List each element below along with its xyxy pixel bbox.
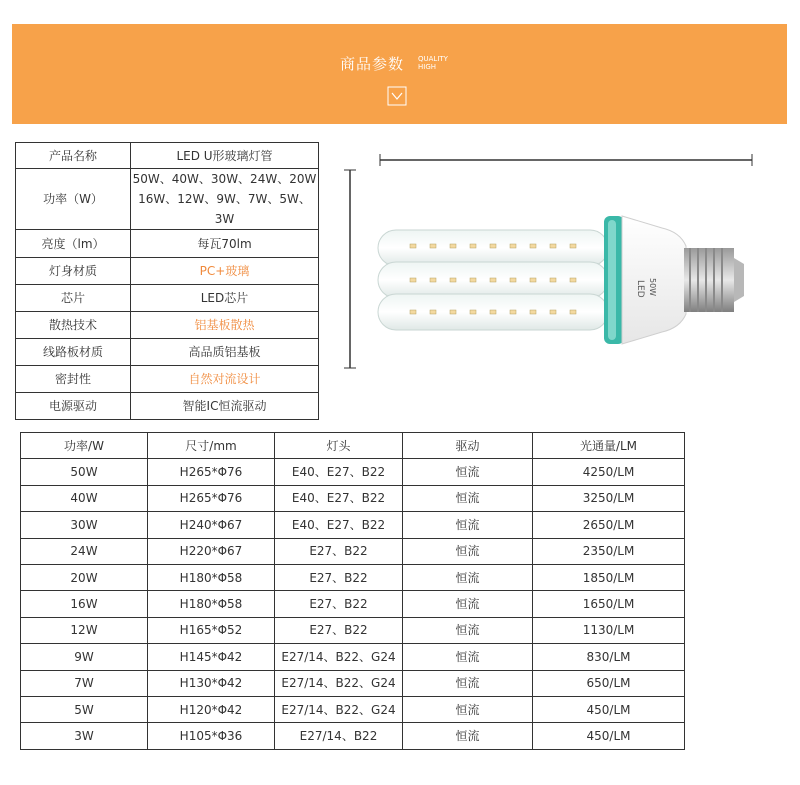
table-cell: 恒流 bbox=[403, 538, 533, 564]
table-cell: 恒流 bbox=[403, 459, 533, 485]
table-row bbox=[21, 591, 685, 617]
cap-wattage: 50W bbox=[648, 278, 657, 297]
model-table bbox=[20, 432, 685, 750]
table-cell: 5W bbox=[21, 696, 148, 722]
spec-value bbox=[131, 169, 319, 230]
spec-row bbox=[16, 230, 319, 258]
table-cell: 7W bbox=[21, 670, 148, 696]
table-cell: 恒流 bbox=[403, 564, 533, 590]
table-header-row bbox=[21, 433, 685, 459]
table-cell: 恒流 bbox=[403, 670, 533, 696]
table-row bbox=[21, 644, 685, 670]
screw-base bbox=[684, 248, 744, 312]
spec-value: LED芯片 bbox=[131, 285, 319, 312]
table-cell: E27、B22 bbox=[275, 538, 403, 564]
table-cell: 450/LM bbox=[533, 723, 685, 749]
table-cell: E40、E27、B22 bbox=[275, 485, 403, 511]
table-cell: 30W bbox=[21, 512, 148, 538]
spec-key: 密封性 bbox=[16, 366, 131, 393]
table-cell: H180*Φ58 bbox=[148, 564, 275, 590]
table-cell: 650/LM bbox=[533, 670, 685, 696]
table-cell: 3W bbox=[21, 723, 148, 749]
banner-subtitle-line2: HIGH bbox=[418, 63, 437, 71]
banner-title: 商品参数 bbox=[340, 55, 405, 73]
table-cell: E27、B22 bbox=[275, 617, 403, 643]
spec-key: 功率（W） bbox=[16, 169, 131, 230]
spec-key: 灯身材质 bbox=[16, 258, 131, 285]
table-cell: 恒流 bbox=[403, 512, 533, 538]
column-header: 尺寸/mm bbox=[148, 433, 275, 459]
table-row bbox=[21, 696, 685, 722]
table-cell: 24W bbox=[21, 538, 148, 564]
table-cell: 830/LM bbox=[533, 644, 685, 670]
table-row bbox=[21, 617, 685, 643]
spec-key: 线路板材质 bbox=[16, 339, 131, 366]
table-cell: H180*Φ58 bbox=[148, 591, 275, 617]
table-cell: 1130/LM bbox=[533, 617, 685, 643]
table-row bbox=[21, 670, 685, 696]
header-banner bbox=[12, 24, 787, 124]
spec-table bbox=[15, 142, 319, 420]
column-header: 功率/W bbox=[21, 433, 148, 459]
spec-value: 智能IC恒流驱动 bbox=[131, 393, 319, 420]
spec-value: LED U形玻璃灯管 bbox=[131, 143, 319, 169]
spec-row bbox=[16, 258, 319, 285]
table-cell: E27/14、B22 bbox=[275, 723, 403, 749]
table-cell: 恒流 bbox=[403, 644, 533, 670]
table-cell: H240*Φ67 bbox=[148, 512, 275, 538]
table-cell: E27/14、B22、G24 bbox=[275, 644, 403, 670]
table-row bbox=[21, 723, 685, 749]
table-cell: 1850/LM bbox=[533, 564, 685, 590]
table-row bbox=[21, 538, 685, 564]
banner-subtitle bbox=[418, 55, 448, 71]
table-cell: 恒流 bbox=[403, 696, 533, 722]
column-header: 光通量/LM bbox=[533, 433, 685, 459]
column-header: 驱动 bbox=[403, 433, 533, 459]
spec-value-line2: 16W、12W、9W、7W、5W、3W bbox=[138, 192, 311, 226]
table-cell: 4250/LM bbox=[533, 459, 685, 485]
table-row bbox=[21, 564, 685, 590]
spec-row bbox=[16, 143, 319, 169]
table-cell: H130*Φ42 bbox=[148, 670, 275, 696]
spec-value-line1: 50W、40W、30W、24W、20W bbox=[132, 172, 317, 186]
table-cell: 50W bbox=[21, 459, 148, 485]
table-row bbox=[21, 485, 685, 511]
table-cell: 2650/LM bbox=[533, 512, 685, 538]
spec-row bbox=[16, 393, 319, 420]
table-cell: 恒流 bbox=[403, 723, 533, 749]
table-cell: 20W bbox=[21, 564, 148, 590]
glass-tubes bbox=[378, 230, 608, 330]
table-cell: H120*Φ42 bbox=[148, 696, 275, 722]
product-image bbox=[340, 150, 800, 380]
table-cell: E27、B22 bbox=[275, 591, 403, 617]
table-cell: 恒流 bbox=[403, 485, 533, 511]
spec-row bbox=[16, 285, 319, 312]
table-cell: E27/14、B22、G24 bbox=[275, 696, 403, 722]
table-cell: H145*Φ42 bbox=[148, 644, 275, 670]
spec-row bbox=[16, 169, 319, 230]
table-cell: E27/14、B22、G24 bbox=[275, 670, 403, 696]
table-cell: 450/LM bbox=[533, 696, 685, 722]
spec-value: 铝基板散热 bbox=[131, 312, 319, 339]
table-row bbox=[21, 512, 685, 538]
spec-key: 产品名称 bbox=[16, 143, 131, 169]
table-cell: H265*Φ76 bbox=[148, 459, 275, 485]
spec-value: PC+玻璃 bbox=[131, 258, 319, 285]
table-cell: E27、B22 bbox=[275, 564, 403, 590]
table-cell: 恒流 bbox=[403, 617, 533, 643]
table-cell: 3250/LM bbox=[533, 485, 685, 511]
spec-value: 高品质铝基板 bbox=[131, 339, 319, 366]
table-cell: 1650/LM bbox=[533, 591, 685, 617]
spec-key: 芯片 bbox=[16, 285, 131, 312]
table-cell: H265*Φ76 bbox=[148, 485, 275, 511]
table-cell: H105*Φ36 bbox=[148, 723, 275, 749]
column-header: 灯头 bbox=[275, 433, 403, 459]
table-cell: 恒流 bbox=[403, 591, 533, 617]
cap-label: LED bbox=[635, 280, 645, 298]
table-cell: E40、E27、B22 bbox=[275, 512, 403, 538]
spec-key: 亮度（lm） bbox=[16, 230, 131, 258]
spec-value: 每瓦70lm bbox=[131, 230, 319, 258]
table-row bbox=[21, 459, 685, 485]
table-cell: 2350/LM bbox=[533, 538, 685, 564]
chevron-down-icon bbox=[387, 86, 407, 106]
table-cell: 16W bbox=[21, 591, 148, 617]
table-cell: E40、E27、B22 bbox=[275, 459, 403, 485]
spec-row bbox=[16, 312, 319, 339]
table-cell: H220*Φ67 bbox=[148, 538, 275, 564]
spec-key: 电源驱动 bbox=[16, 393, 131, 420]
spec-row bbox=[16, 366, 319, 393]
spec-row bbox=[16, 339, 319, 366]
banner-subtitle-line1: QUALITY bbox=[418, 55, 448, 63]
table-cell: 12W bbox=[21, 617, 148, 643]
table-cell: 40W bbox=[21, 485, 148, 511]
spec-value: 自然对流设计 bbox=[131, 366, 319, 393]
table-cell: H165*Φ52 bbox=[148, 617, 275, 643]
table-cell: 9W bbox=[21, 644, 148, 670]
spec-key: 散热技术 bbox=[16, 312, 131, 339]
